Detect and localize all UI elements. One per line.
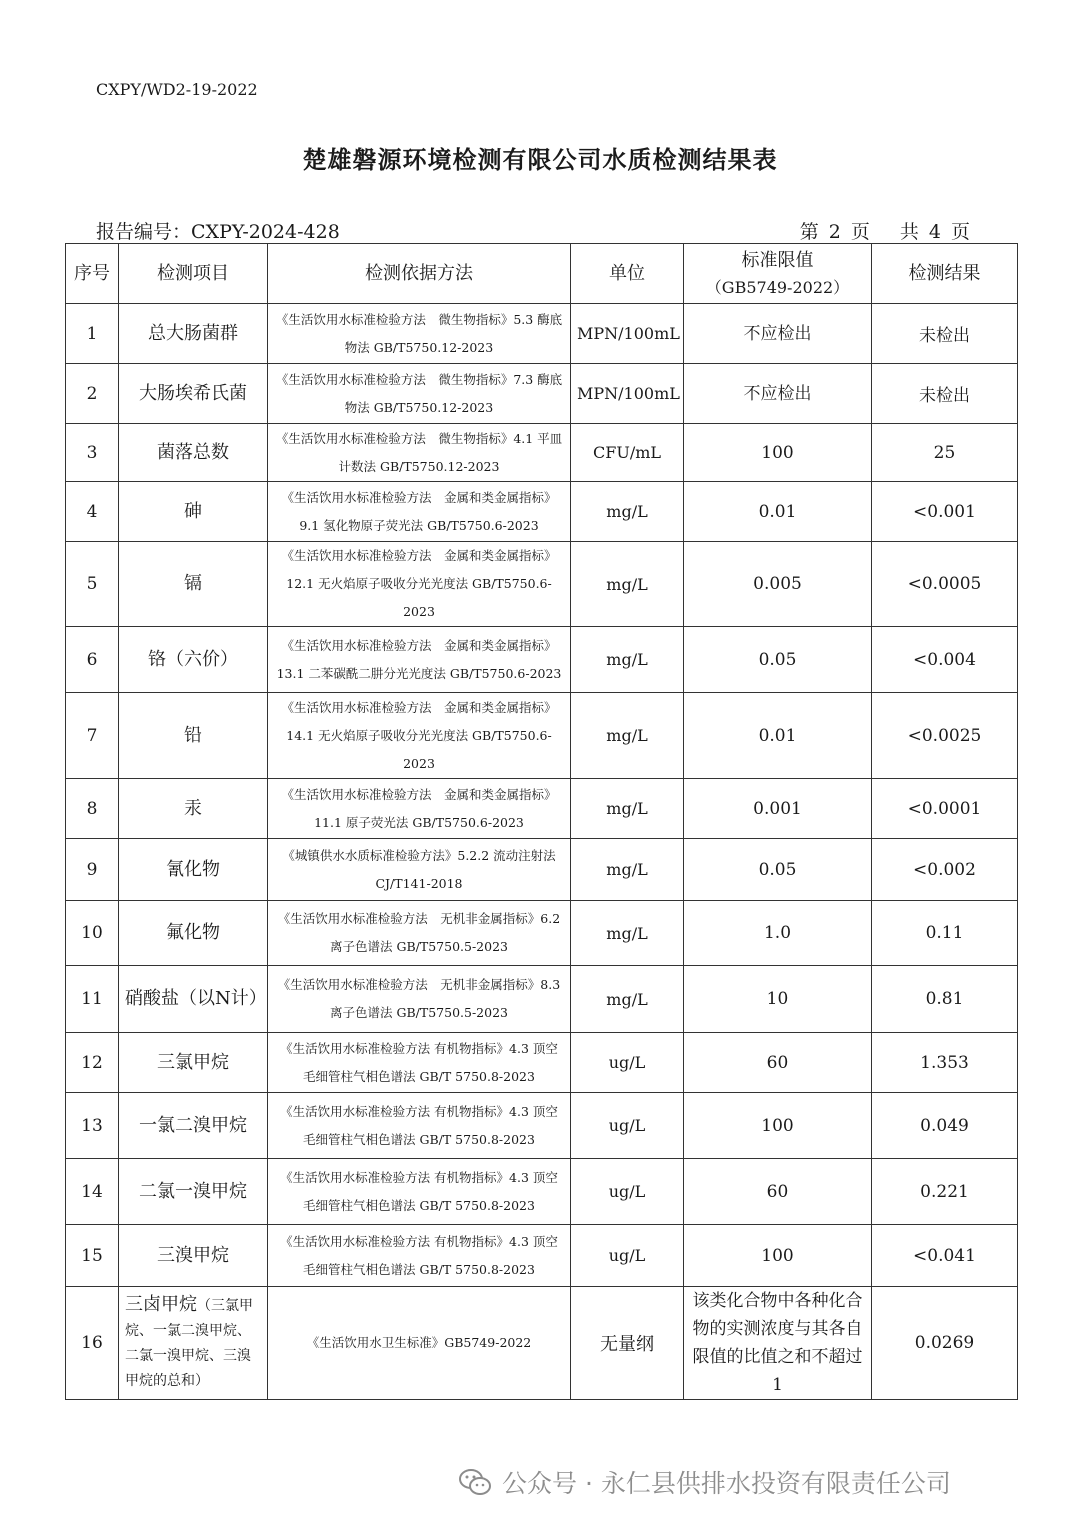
cell-item: 镉 — [119, 542, 268, 627]
cell-result: <0.004 — [872, 627, 1018, 693]
cell-item — [119, 1287, 268, 1400]
cell-no: 10 — [66, 901, 119, 966]
cell-method: 《生活饮用水标准检验方法 无机非金属指标》6.2 离子色谱法 GB/T5750.5-2023 — [268, 901, 571, 966]
cell-method: 《生活饮用水标准检验方法 微生物指标》4.1 平皿计数法 GB/T5750.12-2023 — [268, 424, 571, 482]
cell-no: 11 — [66, 966, 119, 1033]
cell-result: <0.0005 — [872, 542, 1018, 627]
report-number-value: CXPY-2024-428 — [191, 221, 340, 243]
cell-no: 6 — [66, 627, 119, 693]
cell-unit: MPN/100mL — [571, 364, 684, 424]
header-limit — [684, 244, 872, 304]
cell-result: <0.0025 — [872, 693, 1018, 779]
cell-unit: mg/L — [571, 542, 684, 627]
table-row — [66, 542, 1018, 627]
cell-limit: 不应检出 — [684, 304, 872, 364]
cell-item: 铬（六价） — [119, 627, 268, 693]
cell-result: <0.041 — [872, 1225, 1018, 1287]
cell-result: <0.001 — [872, 482, 1018, 542]
document-title: 楚雄磐源环境检测有限公司水质检测结果表 — [302, 146, 778, 174]
page-unit: 页 — [850, 221, 870, 243]
cell-no: 9 — [66, 839, 119, 901]
cell-method: 《生活饮用水标准检验方法 金属和类金属指标》12.1 无火焰原子吸收分光光度法 GB/T5750.6-2023 — [268, 542, 571, 627]
header-item: 检测项目 — [119, 244, 268, 304]
cell-item: 总大肠菌群 — [119, 304, 268, 364]
cell-item: 砷 — [119, 482, 268, 542]
cell-limit: 0.01 — [684, 482, 872, 542]
cell-limit: 100 — [684, 424, 872, 482]
cell-method: 《生活饮用水标准检验方法 有机物指标》4.3 顶空毛细管柱气相色谱法 GB/T 5750.8-2023 — [268, 1093, 571, 1159]
table-header-row — [66, 244, 1018, 304]
cell-method: 《生活饮用水标准检验方法 微生物指标》5.3 酶底物法 GB/T5750.12-2023 — [268, 304, 571, 364]
table-row — [66, 839, 1018, 901]
cell-unit: mg/L — [571, 627, 684, 693]
total-pages: 4 — [928, 221, 941, 243]
cell-limit: 100 — [684, 1093, 872, 1159]
cell-item: 铅 — [119, 693, 268, 779]
cell-result: 0.0269 — [872, 1287, 1018, 1400]
total-unit: 页 — [950, 221, 970, 243]
cell-method: 《生活饮用水标准检验方法 无机非金属指标》8.3 离子色谱法 GB/T5750.5-2023 — [268, 966, 571, 1033]
cell-method: 《生活饮用水标准检验方法 金属和类金属指标》9.1 氢化物原子荧光法 GB/T5750.6-2023 — [268, 482, 571, 542]
cell-result: <0.002 — [872, 839, 1018, 901]
cell-result: 1.353 — [872, 1033, 1018, 1093]
cell-item: 汞 — [119, 779, 268, 839]
cell-no: 5 — [66, 542, 119, 627]
cell-no: 2 — [66, 364, 119, 424]
cell-result: 未检出 — [872, 304, 1018, 364]
header-result: 检测结果 — [872, 244, 1018, 304]
cell-result: 25 — [872, 424, 1018, 482]
cell-method: 《生活饮用水标准检验方法 金属和类金属指标》11.1 原子荧光法 GB/T5750.6-2023 — [268, 779, 571, 839]
cell-limit: 0.05 — [684, 627, 872, 693]
cell-unit: mg/L — [571, 966, 684, 1033]
cell-item: 三溴甲烷 — [119, 1225, 268, 1287]
table-row — [66, 364, 1018, 424]
cell-item-main: 三卤甲烷 — [125, 1294, 197, 1315]
cell-result: 0.221 — [872, 1159, 1018, 1225]
watermark-text: 公众号 · 永仁县供排水投资有限责任公司 — [502, 1469, 951, 1498]
header-no: 序号 — [66, 244, 119, 304]
cell-unit: ug/L — [571, 1033, 684, 1093]
cell-no: 8 — [66, 779, 119, 839]
cell-item: 硝酸盐（以N计） — [119, 966, 268, 1033]
cell-result: 0.81 — [872, 966, 1018, 1033]
header-limit-label: 标准限值 — [741, 249, 814, 271]
table-row — [66, 482, 1018, 542]
table-row — [66, 1093, 1018, 1159]
cell-limit: 0.001 — [684, 779, 872, 839]
table-row — [66, 1225, 1018, 1287]
cell-method: 《生活饮用水卫生标准》GB5749-2022 — [268, 1287, 571, 1400]
table-row — [66, 1287, 1018, 1400]
page-label: 第 — [799, 221, 819, 243]
cell-no: 16 — [66, 1287, 119, 1400]
cell-limit: 0.05 — [684, 839, 872, 901]
cell-limit: 100 — [684, 1225, 872, 1287]
cell-unit: 无量纲 — [571, 1287, 684, 1400]
cell-unit: ug/L — [571, 1093, 684, 1159]
cell-item: 一氯二溴甲烷 — [119, 1093, 268, 1159]
table-row — [66, 693, 1018, 779]
cell-no: 1 — [66, 304, 119, 364]
header-limit-standard: （GB5749-2022） — [705, 277, 850, 297]
table-row — [66, 1033, 1018, 1093]
cell-unit: ug/L — [571, 1159, 684, 1225]
cell-item: 菌落总数 — [119, 424, 268, 482]
table-row — [66, 1159, 1018, 1225]
cell-limit: 1.0 — [684, 901, 872, 966]
cell-method: 《生活饮用水标准检验方法 有机物指标》4.3 顶空毛细管柱气相色谱法 GB/T 5750.8-2023 — [268, 1033, 571, 1093]
cell-limit: 60 — [684, 1033, 872, 1093]
cell-method: 《生活饮用水标准检验方法 有机物指标》4.3 顶空毛细管柱气相色谱法 GB/T 5750.8-2023 — [268, 1225, 571, 1287]
cell-no: 7 — [66, 693, 119, 779]
cell-method: 《城镇供水水质标准检验方法》5.2.2 流动注射法 CJ/T141-2018 — [268, 839, 571, 901]
table-row — [66, 424, 1018, 482]
page-number: 2 — [828, 221, 841, 243]
report-number — [96, 217, 340, 244]
report-number-label: 报告编号： — [96, 221, 192, 243]
cell-no: 3 — [66, 424, 119, 482]
table-row — [66, 901, 1018, 966]
watermark — [458, 1462, 951, 1502]
cell-result: <0.0001 — [872, 779, 1018, 839]
cell-limit: 0.01 — [684, 693, 872, 779]
cell-item: 氟化物 — [119, 901, 268, 966]
cell-item: 二氯一溴甲烷 — [119, 1159, 268, 1225]
cell-no: 15 — [66, 1225, 119, 1287]
cell-result: 0.049 — [872, 1093, 1018, 1159]
table-row — [66, 627, 1018, 693]
cell-unit: mg/L — [571, 839, 684, 901]
cell-result: 未检出 — [872, 364, 1018, 424]
page-indicator — [790, 217, 970, 244]
table-row — [66, 966, 1018, 1033]
cell-limit: 60 — [684, 1159, 872, 1225]
cell-no: 14 — [66, 1159, 119, 1225]
total-label: 共 — [899, 221, 919, 243]
cell-limit: 10 — [684, 966, 872, 1033]
cell-method: 《生活饮用水标准检验方法 微生物指标》7.3 酶底物法 GB/T5750.12-2023 — [268, 364, 571, 424]
cell-item: 氰化物 — [119, 839, 268, 901]
results-table — [65, 243, 1018, 1400]
wechat-icon — [458, 1467, 492, 1497]
cell-unit: ug/L — [571, 1225, 684, 1287]
cell-item: 大肠埃希氏菌 — [119, 364, 268, 424]
cell-no: 4 — [66, 482, 119, 542]
cell-no: 12 — [66, 1033, 119, 1093]
cell-unit: mg/L — [571, 482, 684, 542]
cell-limit: 0.005 — [684, 542, 872, 627]
cell-method: 《生活饮用水标准检验方法 有机物指标》4.3 顶空毛细管柱气相色谱法 GB/T 5750.8-2023 — [268, 1159, 571, 1225]
document-code: CXPY/WD2-19-2022 — [96, 80, 258, 99]
cell-result: 0.11 — [872, 901, 1018, 966]
cell-no: 13 — [66, 1093, 119, 1159]
cell-unit: MPN/100mL — [571, 304, 684, 364]
cell-limit: 该类化合物中各种化合物的实测浓度与其各自限值的比值之和不超过 1 — [684, 1287, 872, 1400]
cell-item-note: （三氯甲烷、一氯二溴甲烷、二氯一溴甲烷、三溴甲烷的总和） — [125, 1298, 253, 1389]
header-unit: 单位 — [571, 244, 684, 304]
cell-method: 《生活饮用水标准检验方法 金属和类金属指标》14.1 无火焰原子吸收分光光度法 GB/T5750.6-2023 — [268, 693, 571, 779]
cell-unit: mg/L — [571, 901, 684, 966]
cell-unit: mg/L — [571, 779, 684, 839]
table-row — [66, 779, 1018, 839]
cell-unit: mg/L — [571, 693, 684, 779]
cell-limit: 不应检出 — [684, 364, 872, 424]
header-method: 检测依据方法 — [268, 244, 571, 304]
cell-item: 三氯甲烷 — [119, 1033, 268, 1093]
cell-unit: CFU/mL — [571, 424, 684, 482]
cell-method: 《生活饮用水标准检验方法 金属和类金属指标》13.1 二苯碳酰二肼分光光度法 GB/T5750.6-2023 — [268, 627, 571, 693]
table-row — [66, 304, 1018, 364]
